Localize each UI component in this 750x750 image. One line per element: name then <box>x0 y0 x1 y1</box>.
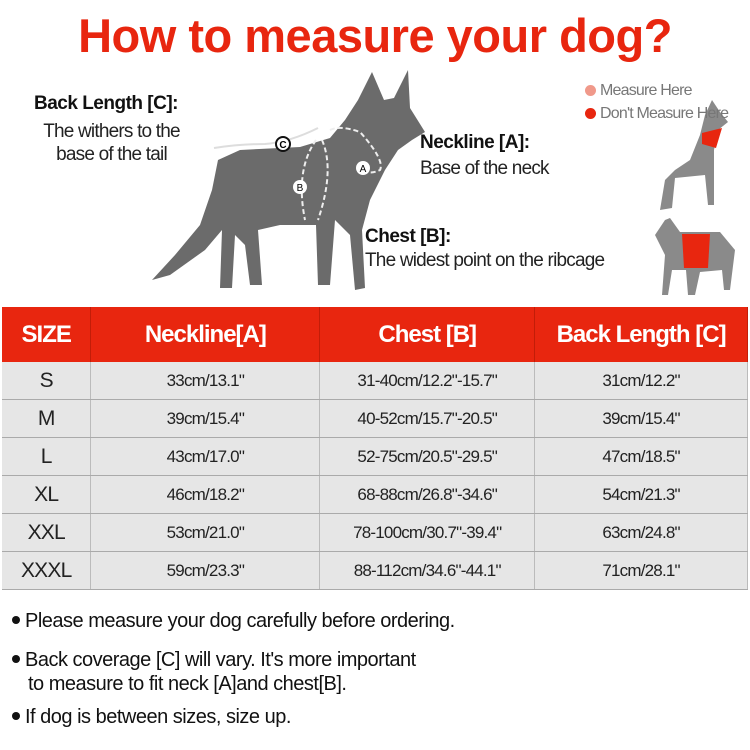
back-length-cell: 63cm/24.8" <box>535 514 748 552</box>
marker-b <box>293 180 307 194</box>
table-header-row <box>2 307 748 362</box>
legend-measure-here: Measure Here <box>585 82 692 100</box>
table-row <box>2 514 748 552</box>
back-length-cell: 31cm/12.2" <box>535 362 748 400</box>
bullet-icon <box>12 712 20 720</box>
neckline-cell: 46cm/18.2" <box>91 476 320 514</box>
note-3: If dog is between sizes, size up. <box>12 705 291 729</box>
back-length-cell: 39cm/15.4" <box>535 400 748 438</box>
marker-c <box>276 137 290 151</box>
size-cell: M <box>2 400 91 438</box>
size-table <box>2 307 748 590</box>
header-size: SIZE <box>2 307 91 362</box>
neckline-desc: Base of the neck <box>420 158 549 179</box>
back-length-line2: base of the tail <box>56 144 167 165</box>
neckline-cell: 43cm/17.0" <box>91 438 320 476</box>
back-length-cell: 71cm/28.1" <box>535 552 748 590</box>
back-length-line1: The withers to the <box>43 121 180 142</box>
back-length-cell: 47cm/18.5" <box>535 438 748 476</box>
size-cell: XXXL <box>2 552 91 590</box>
neckline-cell: 53cm/21.0" <box>91 514 320 552</box>
back-length-heading: Back Length [C]: <box>34 93 178 114</box>
table-row <box>2 362 748 400</box>
marker-a <box>356 161 370 175</box>
bullet-icon <box>12 616 20 624</box>
size-cell: L <box>2 438 91 476</box>
neckline-cell: 59cm/23.3" <box>91 552 320 590</box>
legend-dont-measure: Don't Measure Here <box>585 105 728 123</box>
red-dot-icon <box>585 108 596 119</box>
page-title: How to measure your dog? <box>78 9 672 62</box>
dog-silhouette <box>152 70 425 290</box>
note-1: Please measure your dog carefully before ordering. <box>12 609 455 633</box>
table-row <box>2 438 748 476</box>
note-2: Back coverage [C] will vary. It's more important to measure to fit neck [A]and chest[B]. <box>12 648 416 696</box>
bullet-icon <box>12 655 20 663</box>
neckline-heading: Neckline [A]: <box>420 132 530 153</box>
chest-cell: 52-75cm/20.5"-29.5" <box>320 438 535 476</box>
table-row <box>2 552 748 590</box>
chest-cell: 40-52cm/15.7"-20.5" <box>320 400 535 438</box>
size-cell: XXL <box>2 514 91 552</box>
table-row <box>2 476 748 514</box>
table-row <box>2 400 748 438</box>
svg-text:A: A <box>359 164 367 175</box>
size-cell: XL <box>2 476 91 514</box>
header-chest: Chest [B] <box>320 307 535 362</box>
header-neckline: Neckline[A] <box>91 307 320 362</box>
back-length-cell: 54cm/21.3" <box>535 476 748 514</box>
light-dot-icon <box>585 85 596 96</box>
chest-cell: 31-40cm/12.2"-15.7" <box>320 362 535 400</box>
neckline-cell: 33cm/13.1" <box>91 362 320 400</box>
chest-cell: 78-100cm/30.7"-39.4" <box>320 514 535 552</box>
chest-heading: Chest [B]: <box>365 226 451 247</box>
header-back-length: Back Length [C] <box>535 307 748 362</box>
back-length-line <box>214 128 318 148</box>
size-cell: S <box>2 362 91 400</box>
neckline-cell: 39cm/15.4" <box>91 400 320 438</box>
chest-desc: The widest point on the ribcage <box>365 250 605 271</box>
chest-cell: 88-112cm/34.6"-44.1" <box>320 552 535 590</box>
svg-text:C: C <box>279 140 287 151</box>
chest-band <box>682 234 710 268</box>
chest-cell: 68-88cm/26.8"-34.6" <box>320 476 535 514</box>
svg-text:B: B <box>296 183 304 194</box>
